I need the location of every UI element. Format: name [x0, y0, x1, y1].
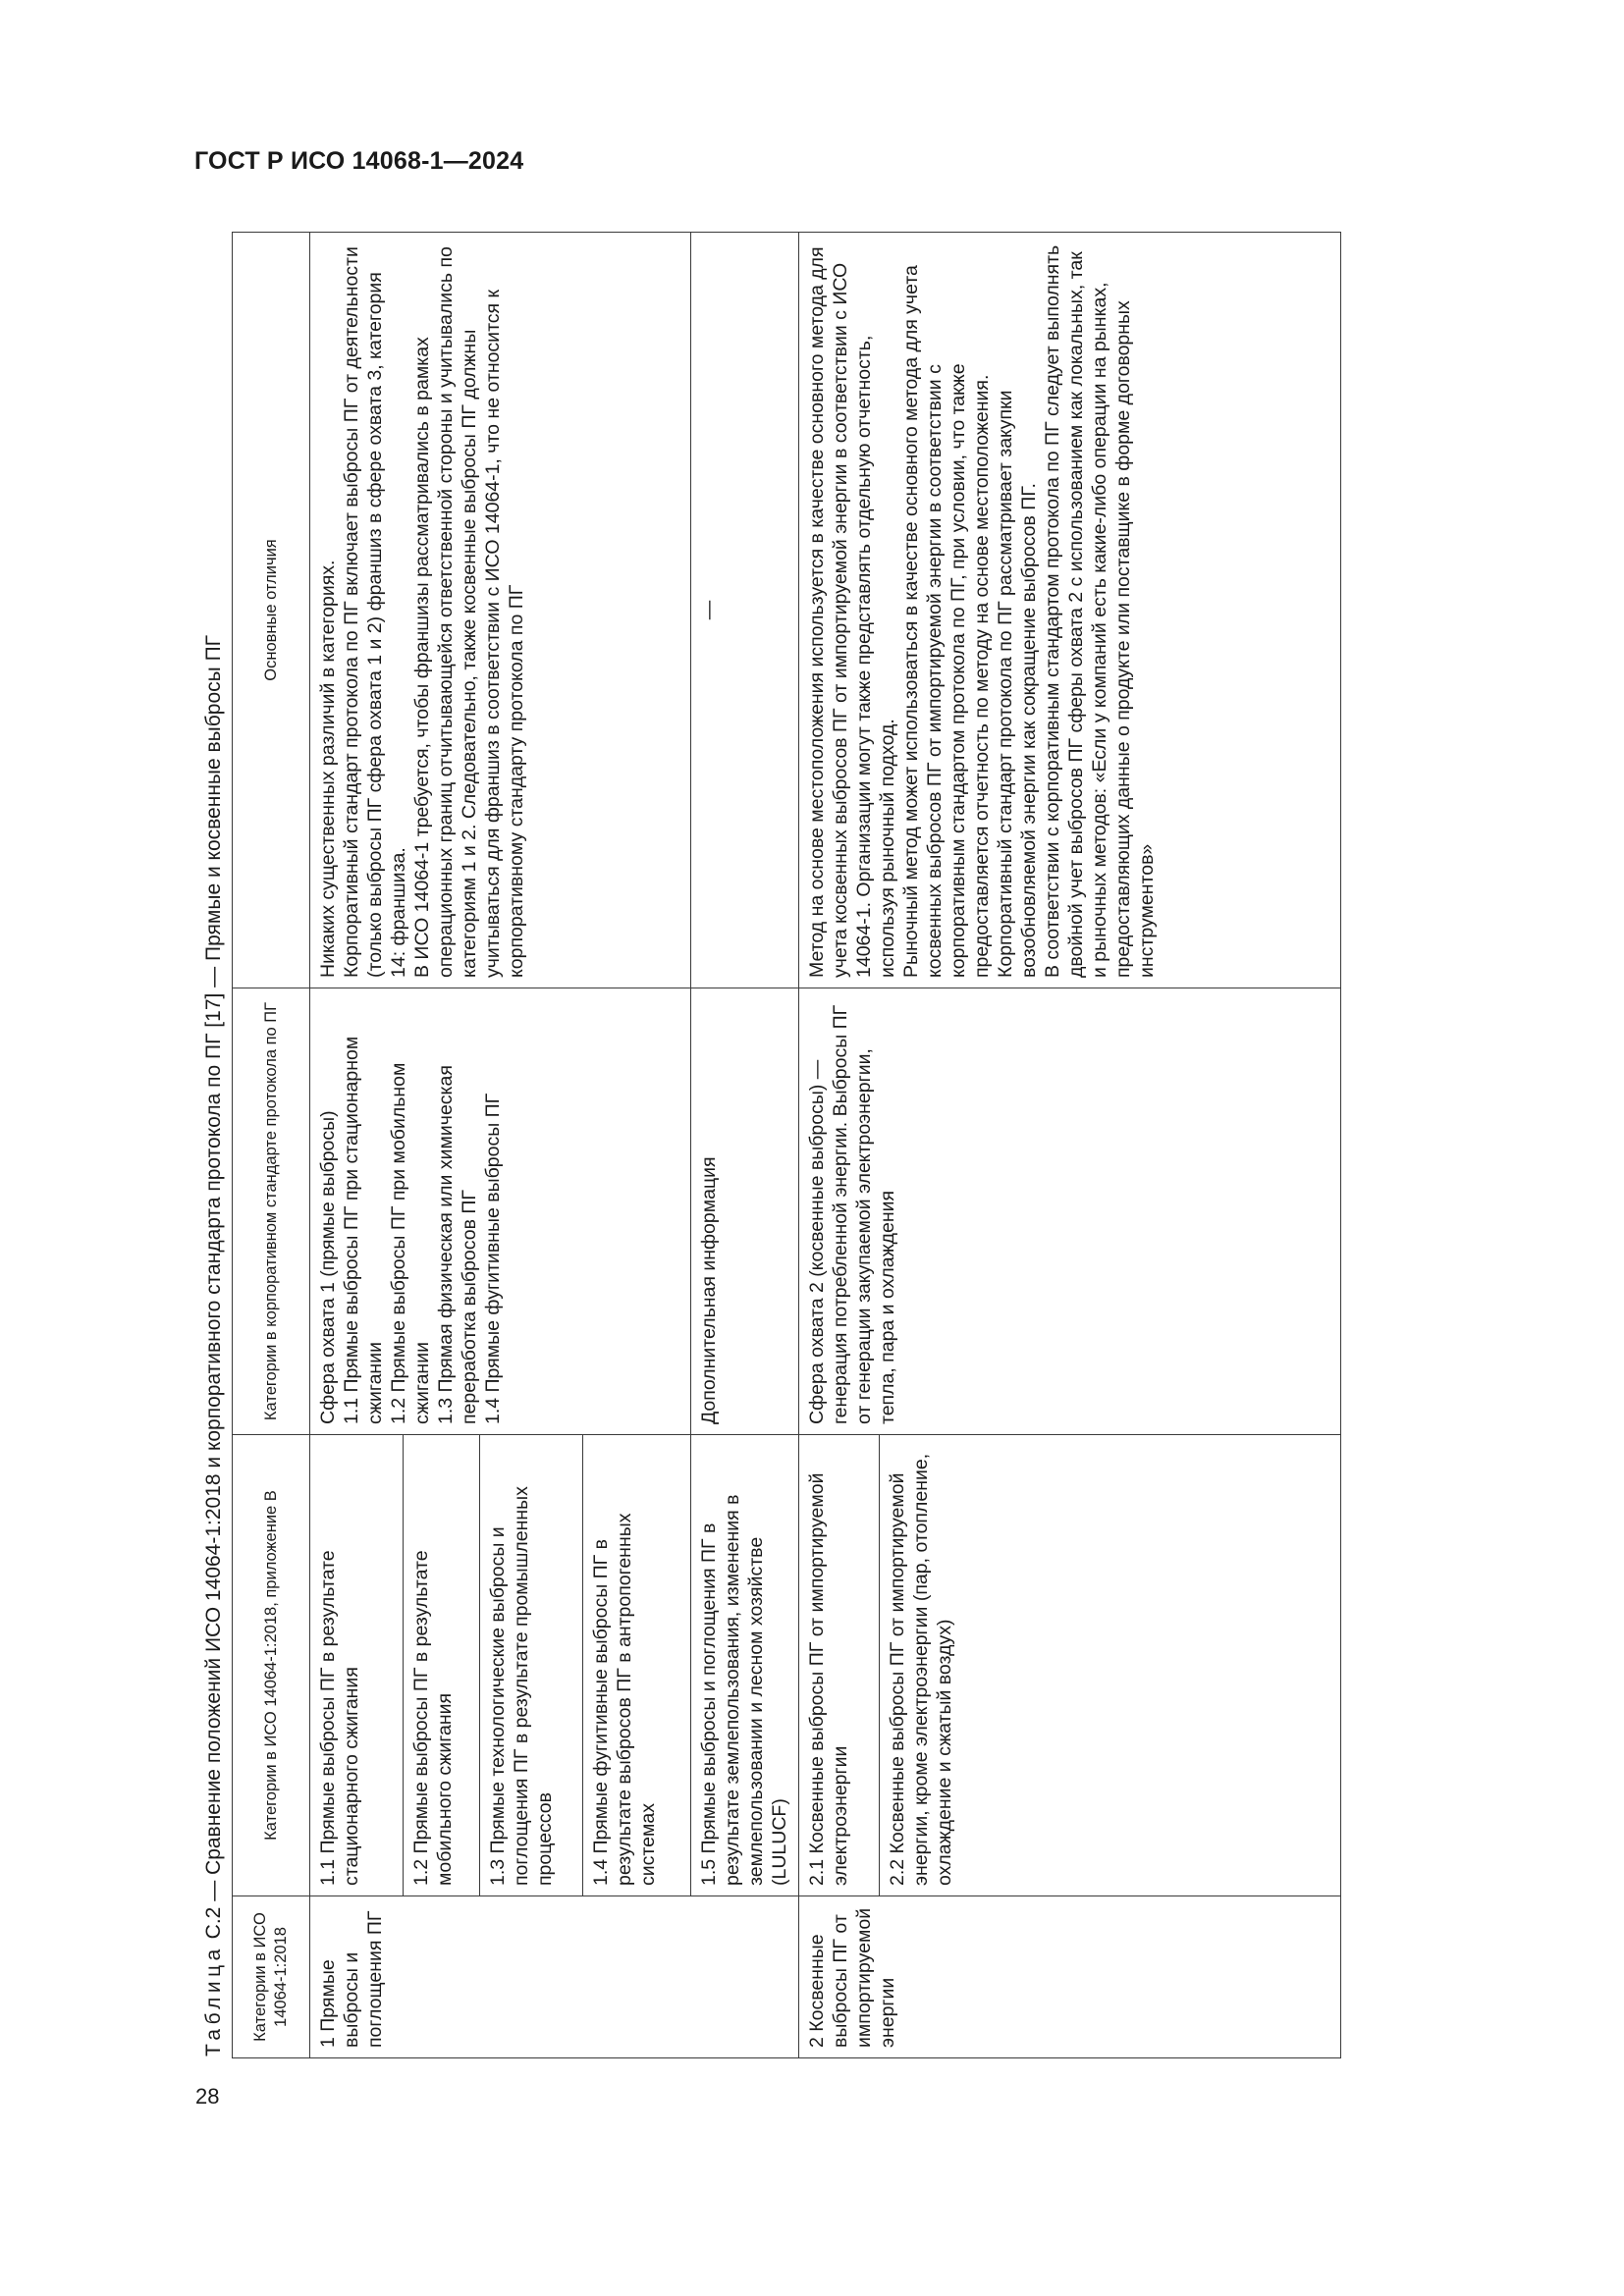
ghg-line: 1.4 Прямые фугитивные выбросы ПГ	[482, 1093, 504, 1424]
ghg-protocol-cell: Сфера охвата 2 (косвенные выбросы) — генерация потребленной энергии. Выбросы ПГ от генерации закупаемой электроэнергии, тепла, пара и охлаждения	[799, 988, 1341, 1435]
category-cell: 1 Прямые выбросы и поглощения ПГ	[310, 1896, 799, 2058]
diff-paragraph: В ИСО 14064-1 требуется, чтобы франшизы рассматривались в рамках операционных границ отчитывающейся ответственной стороны и учитывались по категориям 1 и 2. Следовательно, также косвенные выбросы ПГ должны учитываться для франшиз в соответствии с ИСО 14064-1, что не относится к корпоративному стандарту протокола по ПГ	[411, 246, 527, 978]
table-caption-text: С.2 — Сравнение положений ИСО 14064-1:2018 и корпоративного стандарта протокола по ПГ [17] — Прямые и косвенные выбросы ПГ	[202, 634, 225, 1946]
ghg-line: 1.3 Прямая физическая или химическая переработка выбросов ПГ	[435, 1065, 480, 1424]
document-header: ГОСТ Р ИСО 14068-1—2024	[194, 147, 524, 175]
table-caption	[196, 233, 232, 2058]
category-cell: 2 Косвенные выбросы ПГ от импортируемой энергии	[799, 1896, 1341, 2058]
table-row	[691, 233, 799, 2058]
ghg-protocol-cell: Дополнительная информация	[691, 988, 799, 1435]
annex-b-cell: 1.1 Прямые выбросы ПГ в результате стационарного сжигания	[310, 1435, 404, 1896]
annex-b-cell: 1.5 Прямые выбросы и поглощения ПГ в результате землепользования, изменения в землепользовании и лесном хозяйстве (LULUCF)	[691, 1435, 799, 1896]
column-header: Категории в ИСО 14064-1:2018	[233, 1896, 310, 2058]
diff-paragraph: Рыночный метод может использоваться в качестве основного метода для учета косвенных выбросов ПГ от импортируемой энергии в соответствии с корпоративным стандартом протокола по ПГ, при условии, что также предоставляется отчетность по методу на основе местоположения. Корпоративный стандарт протокола по ПГ рассматривает закупки возобновляемой энергии как сокращение выбросов ПГ.	[900, 265, 1040, 978]
differences-cell: —	[691, 233, 799, 988]
table-row	[799, 233, 880, 2058]
table-row	[310, 233, 404, 2058]
table-caption-label: Таблица	[202, 1945, 225, 2056]
table-header-row	[233, 233, 310, 2058]
ghg-line: 1.2 Прямые выбросы ПГ при мобильном сжигании	[388, 1062, 433, 1424]
annex-b-cell: 2.2 Косвенные выбросы ПГ от импортируемой энергии, кроме электроэнергии (пар, отопление, охлаждение и сжатый воздух)	[880, 1435, 1341, 1896]
annex-b-cell: 1.4 Прямые фугитивные выбросы ПГ в результате выбросов ПГ в антропогенных системах	[583, 1435, 691, 1896]
annex-b-cell: 2.1 Косвенные выбросы ПГ от импортируемой электроэнергии	[799, 1435, 880, 1896]
page-number: 28	[195, 2084, 220, 2109]
column-header: Категории в ИСО 14064-1:2018, приложение В	[233, 1435, 310, 1896]
annex-b-cell: 1.3 Прямые технологические выбросы и поглощения ПГ в результате промышленных процессов	[480, 1435, 583, 1896]
diff-paragraph: Корпоративный стандарт протокола по ПГ включает выбросы ПГ от деятельности (только выбросы ПГ сфера охвата 1 и 2) франшиз в сфере охвата 3, категория 14: франшиза.	[341, 246, 409, 978]
column-header: Категории в корпоративном стандарте протокола по ПГ	[233, 988, 310, 1435]
ghg-protocol-cell	[310, 988, 691, 1435]
differences-cell	[310, 233, 691, 988]
ghg-line: 1.1 Прямые выбросы ПГ при стационарном сжигании	[341, 1036, 386, 1424]
diff-paragraph: В соответствии с корпоративным стандартом протокола по ПГ следует выполнять двойной учет выбросов ПГ сферы охвата 2 с использованием как локальных, так и рыночных методов: «Если у компаний есть какие-либо операции на рынках, предоставляющих данные о продукте или поставщике в форме договорных инструментов»	[1042, 244, 1158, 978]
differences-cell	[799, 233, 1341, 988]
rotated-table-block	[196, 233, 1463, 2058]
annex-b-cell: 1.2 Прямые выбросы ПГ в результате мобильного сжигания	[404, 1435, 480, 1896]
ghg-line: Сфера охвата 1 (прямые выбросы)	[317, 1110, 339, 1424]
diff-paragraph: Метод на основе местоположения используется в качестве основного метода для учета косвенных выбросов ПГ от импортируемой энергии в соответствии с ИСО 14064-1. Организации могут также представлять отдельную отчетность, используя рыночный подход.	[806, 246, 898, 978]
column-header: Основные отличия	[233, 233, 310, 988]
comparison-table	[232, 232, 1341, 2058]
diff-paragraph: Никаких существенных различий в категориях.	[317, 560, 339, 978]
